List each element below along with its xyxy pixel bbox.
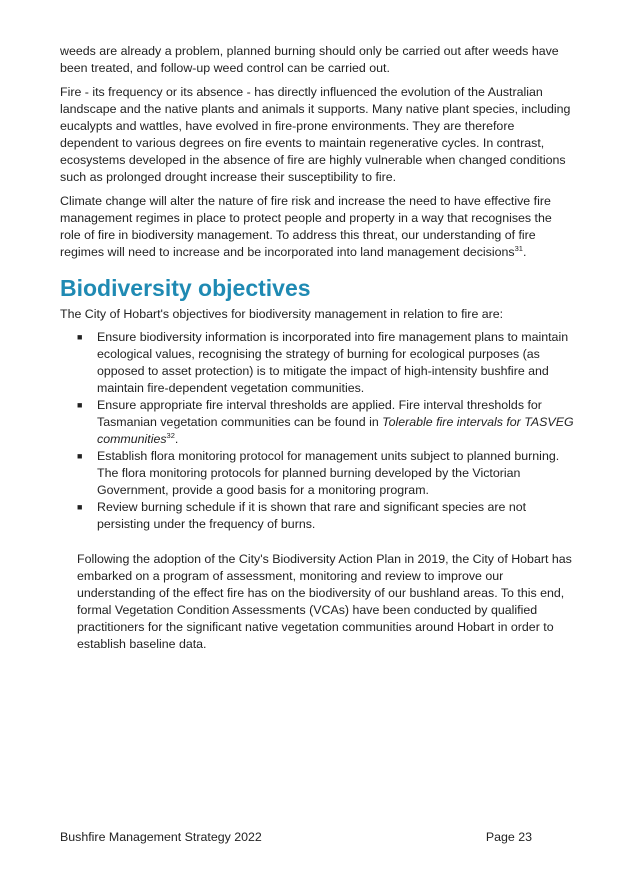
section-heading: Biodiversity objectives (60, 275, 311, 301)
objective-item (60, 329, 575, 397)
objective-text: Establish flora monitoring protocol for management units subject to planned burning. The flora monitoring protocols for planned burning developed by the Victorian Government, provide a good basis for a monitoring program. (97, 449, 560, 497)
objective-text-end: . (174, 432, 179, 446)
page-footer (60, 829, 532, 846)
bullet-square-icon: ■ (77, 451, 83, 461)
objective-item (60, 499, 575, 533)
footer-document-title: Bushfire Management Strategy 2022 (60, 830, 262, 844)
paragraph-climate-change (60, 193, 575, 261)
publication-title: Tolerable fire intervals for TASVEG communities (97, 415, 574, 446)
objective-item (60, 397, 575, 448)
paragraph-biodiversity-plan: Following the adoption of the City's Biodiversity Action Plan in 2019, the City of Hobart has embarked on a program of assessment, monitoring and review to improve our understanding of the effect fire has on the biodiversity of our bushland areas. To this end, formal Vegetation Condition Assessments (VCAs) have been conducted by qualified practitioners for the significant native vegetation communities around Hobart in order to establish baseline data. (77, 552, 572, 651)
paragraph-climate-text: Climate change will alter the nature of fire risk and increase the need to have effective fire management regimes in place to protect people and property in a way that recognises the role of fire in biodiversity management. To address this threat, our understanding of fire regimes will need to increase and be incorporated into land management decisions (60, 194, 552, 259)
footnote-ref-32[interactable]: 32 (166, 430, 175, 440)
objective-text: Ensure appropriate fire interval thresholds are applied. Fire interval thresholds for Tasmanian vegetation communities can be found in (97, 398, 542, 429)
page-content (60, 43, 575, 653)
section-intro: The City of Hobart's objectives for biodiversity management in relation to fire are: (60, 307, 504, 321)
objective-text: Review burning schedule if it is shown that rare and significant species are not persisting under the frequency of burns. (97, 500, 527, 531)
bullet-square-icon: ■ (77, 502, 83, 512)
footnote-ref-31[interactable]: 31 (514, 243, 523, 253)
objective-item (60, 448, 575, 499)
footer-page-number: Page 23 (485, 830, 532, 844)
bullet-square-icon: ■ (77, 400, 83, 410)
paragraph-climate-end: . (522, 245, 527, 259)
objectives-list (60, 329, 575, 533)
paragraph-weeds: weeds are already a problem, planned burning should only be carried out after weeds have been treated, and follow-up weed control can be carried out. (60, 44, 559, 75)
objective-text: Ensure biodiversity information is incorporated into fire management plans to maintain ecological values, recognising the strategy of burning for ecological purposes (as opposed to asset protection) is to mitigate the impact of high-intensity bushfire and maintain fire-dependent vegetation communities. (97, 330, 569, 395)
bullet-square-icon: ■ (77, 332, 83, 342)
paragraph-fire-evolution: Fire - its frequency or its absence - has directly influenced the evolution of the Australian landscape and the native plants and animals it supports. Many native plant species, including eucalypts and wattles, have evolved in fire-prone environments. They are therefore dependent to various degrees on fire events to maintain regenerative cycles. In contrast, ecosystems developed in the absence of fire are highly vulnerable when changed conditions such as prolonged drought increase their susceptibility to fire. (60, 85, 571, 184)
